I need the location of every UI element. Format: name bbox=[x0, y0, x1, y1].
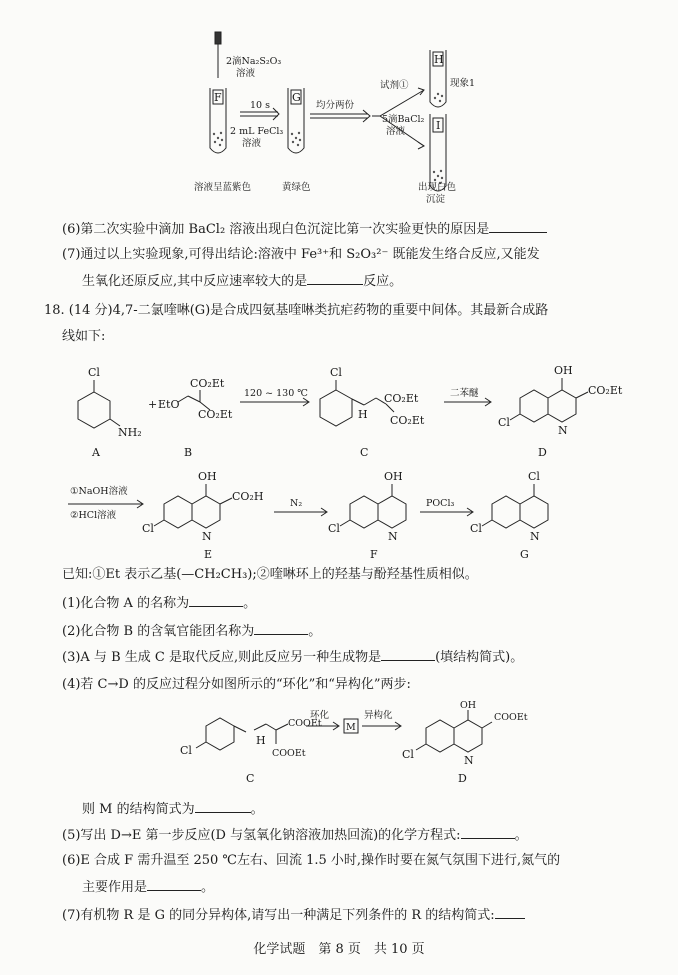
q18-intro-line1: 18. (14 分)4,7-二氯喹啉(G)是合成四氨基喹啉类抗疟药物的重要中间体。其最新合成路 bbox=[44, 303, 549, 318]
chem-label: Cl bbox=[180, 744, 192, 757]
q17-part6: (6)第二次实验中滴加 BaCl₂ 溶液出现白色沉淀比第一次实验更快的原因是 bbox=[62, 220, 547, 239]
apparatus-diagram bbox=[180, 30, 500, 210]
chem-label: Cl bbox=[142, 522, 154, 535]
synthesis-scheme-row2 bbox=[60, 464, 630, 564]
q18-part6-line1: (6)E 合成 F 需升温至 250 ℃左右、回流 1.5 小时,操作时要在氮气氛围下进行,氮气的 bbox=[62, 853, 561, 868]
compound-label-e: E bbox=[204, 548, 213, 561]
chem-label: H bbox=[358, 408, 368, 421]
answer-blank[interactable] bbox=[307, 272, 363, 285]
compound-label-d: D bbox=[458, 772, 467, 785]
dropper-label-top: 2滴Na₂S₂O₃ bbox=[226, 56, 282, 67]
reaction-condition: 二苯醚 bbox=[450, 388, 479, 399]
chem-label: + bbox=[148, 398, 158, 411]
dropper-label-bottom: 溶液 bbox=[236, 68, 256, 79]
reaction-condition: N₂ bbox=[290, 498, 303, 509]
caption-g: 黄绿色 bbox=[282, 182, 311, 193]
q18-part1: (1)化合物 A 的名称为 。 bbox=[62, 596, 257, 611]
chem-label: CO₂Et bbox=[384, 392, 419, 405]
chem-label: CO₂Et bbox=[190, 377, 225, 390]
chem-label: CO₂Et bbox=[588, 384, 623, 397]
q18-known: 已知:①Et 表示乙基(—CH₂CH₃);②喹啉环上的羟基与酚羟基性质相似。 bbox=[62, 567, 478, 582]
chem-label: Cl bbox=[328, 522, 340, 535]
reaction-condition: 120 ~ 130 ℃ bbox=[244, 388, 308, 399]
reaction-condition: POCl₃ bbox=[426, 498, 455, 509]
chem-label: N bbox=[388, 530, 398, 543]
tube-h-label: H bbox=[434, 53, 444, 66]
answer-blank[interactable] bbox=[495, 906, 525, 919]
q18-part5: (5)写出 D→E 第一步反应(D 与氢氧化钠溶液加热回流)的化学方程式: 。 bbox=[62, 828, 528, 843]
compound-label-a: A bbox=[92, 446, 100, 459]
answer-blank[interactable] bbox=[461, 826, 515, 839]
q18-part4-answer: 则 M 的结构简式为 。 bbox=[82, 802, 264, 817]
caption-i-top: 出现白色 bbox=[418, 182, 457, 193]
synthesis-scheme-row1 bbox=[60, 362, 630, 462]
chem-label: EtO bbox=[158, 398, 180, 411]
answer-blank[interactable] bbox=[489, 220, 547, 233]
fecl3-label-top: 2 mL FeCl₃ bbox=[230, 126, 284, 137]
chem-label: Cl bbox=[528, 470, 540, 483]
bacl2-label-bottom: 溶液 bbox=[386, 126, 406, 137]
chem-label: N bbox=[558, 424, 568, 437]
q18-part2: (2)化合物 B 的含氧官能团名称为 。 bbox=[62, 624, 322, 639]
q17-part7-line2: 生氧化还原反应,其中反应速率较大的是 反应。 bbox=[82, 274, 403, 289]
chem-label: OH bbox=[554, 364, 573, 377]
chem-label: Cl bbox=[498, 416, 510, 429]
cyclization-scheme bbox=[176, 700, 576, 792]
chem-label: N bbox=[202, 530, 212, 543]
answer-blank[interactable] bbox=[189, 594, 243, 607]
answer-blank[interactable] bbox=[195, 800, 251, 813]
chem-label: Cl bbox=[470, 522, 482, 535]
chem-label: COOEt bbox=[494, 712, 528, 723]
time-label: 10 s bbox=[250, 100, 270, 111]
chem-label: Cl bbox=[402, 748, 414, 761]
compound-label-d: D bbox=[538, 446, 547, 459]
q18-intro-line2: 线如下: bbox=[62, 329, 106, 344]
chem-label: Cl bbox=[88, 366, 100, 379]
compound-label-g: G bbox=[520, 548, 529, 561]
q18-part6-line2: 主要作用是 。 bbox=[82, 880, 215, 895]
reaction-condition: ②HCl溶液 bbox=[70, 510, 117, 521]
caption-f: 溶液呈蓝紫色 bbox=[194, 182, 252, 193]
split-label: 均分两份 bbox=[316, 100, 355, 111]
chem-label: OH bbox=[460, 700, 477, 711]
chem-label: N bbox=[464, 754, 474, 767]
compound-label-c: C bbox=[246, 772, 255, 785]
tube-f-label: F bbox=[214, 91, 222, 104]
answer-blank[interactable] bbox=[254, 622, 308, 635]
chem-label: OH bbox=[198, 470, 217, 483]
answer-blank[interactable] bbox=[147, 878, 201, 891]
page-footer: 化学试题 第 8 页 共 10 页 bbox=[253, 942, 425, 957]
intermediate-m: M bbox=[346, 722, 356, 733]
compound-label-f: F bbox=[370, 548, 378, 561]
phenomenon-label: 现象1 bbox=[450, 78, 476, 89]
chem-label: OH bbox=[384, 470, 403, 483]
chem-label: NH₂ bbox=[118, 426, 142, 439]
tube-i-label: I bbox=[436, 119, 441, 132]
compound-label-c: C bbox=[360, 446, 369, 459]
chem-label: CO₂H bbox=[232, 490, 264, 503]
compound-label-b: B bbox=[184, 446, 193, 459]
q17-part7-line1: (7)通过以上实验现象,可得出结论:溶液中 Fe³⁺和 S₂O₃²⁻ 既能发生络合反应,又能发 bbox=[62, 247, 540, 262]
caption-i-bottom: 沉淀 bbox=[426, 194, 446, 205]
reaction-condition: 异构化 bbox=[364, 710, 393, 721]
answer-blank[interactable] bbox=[381, 648, 435, 661]
chem-label: COOEt bbox=[272, 748, 306, 759]
q18-part7: (7)有机物 R 是 G 的同分异构体,请写出一种满足下列条件的 R 的结构简式: bbox=[62, 906, 525, 925]
fecl3-label-bottom: 溶液 bbox=[242, 138, 262, 149]
chem-label: CO₂Et bbox=[390, 414, 425, 427]
chem-label: Cl bbox=[330, 366, 342, 379]
q18-part3: (3)A 与 B 生成 C 是取代反应,则此反应另一种生成物是 (填结构简式)。 bbox=[62, 650, 524, 665]
reagent-label: 试剂① bbox=[380, 80, 409, 91]
tube-g-label: G bbox=[292, 91, 301, 104]
chem-label: N bbox=[530, 530, 540, 543]
chem-label: H bbox=[256, 734, 266, 747]
chem-label: COOEt bbox=[288, 718, 322, 729]
chem-label: CO₂Et bbox=[198, 408, 233, 421]
reaction-condition: 环化 bbox=[310, 710, 330, 721]
bacl2-label-top: 5滴BaCl₂ bbox=[382, 114, 425, 125]
reaction-condition: ①NaOH溶液 bbox=[70, 486, 128, 497]
q18-part4: (4)若 C→D 的反应过程分如图所示的“环化”和“异构化”两步: bbox=[62, 677, 411, 692]
